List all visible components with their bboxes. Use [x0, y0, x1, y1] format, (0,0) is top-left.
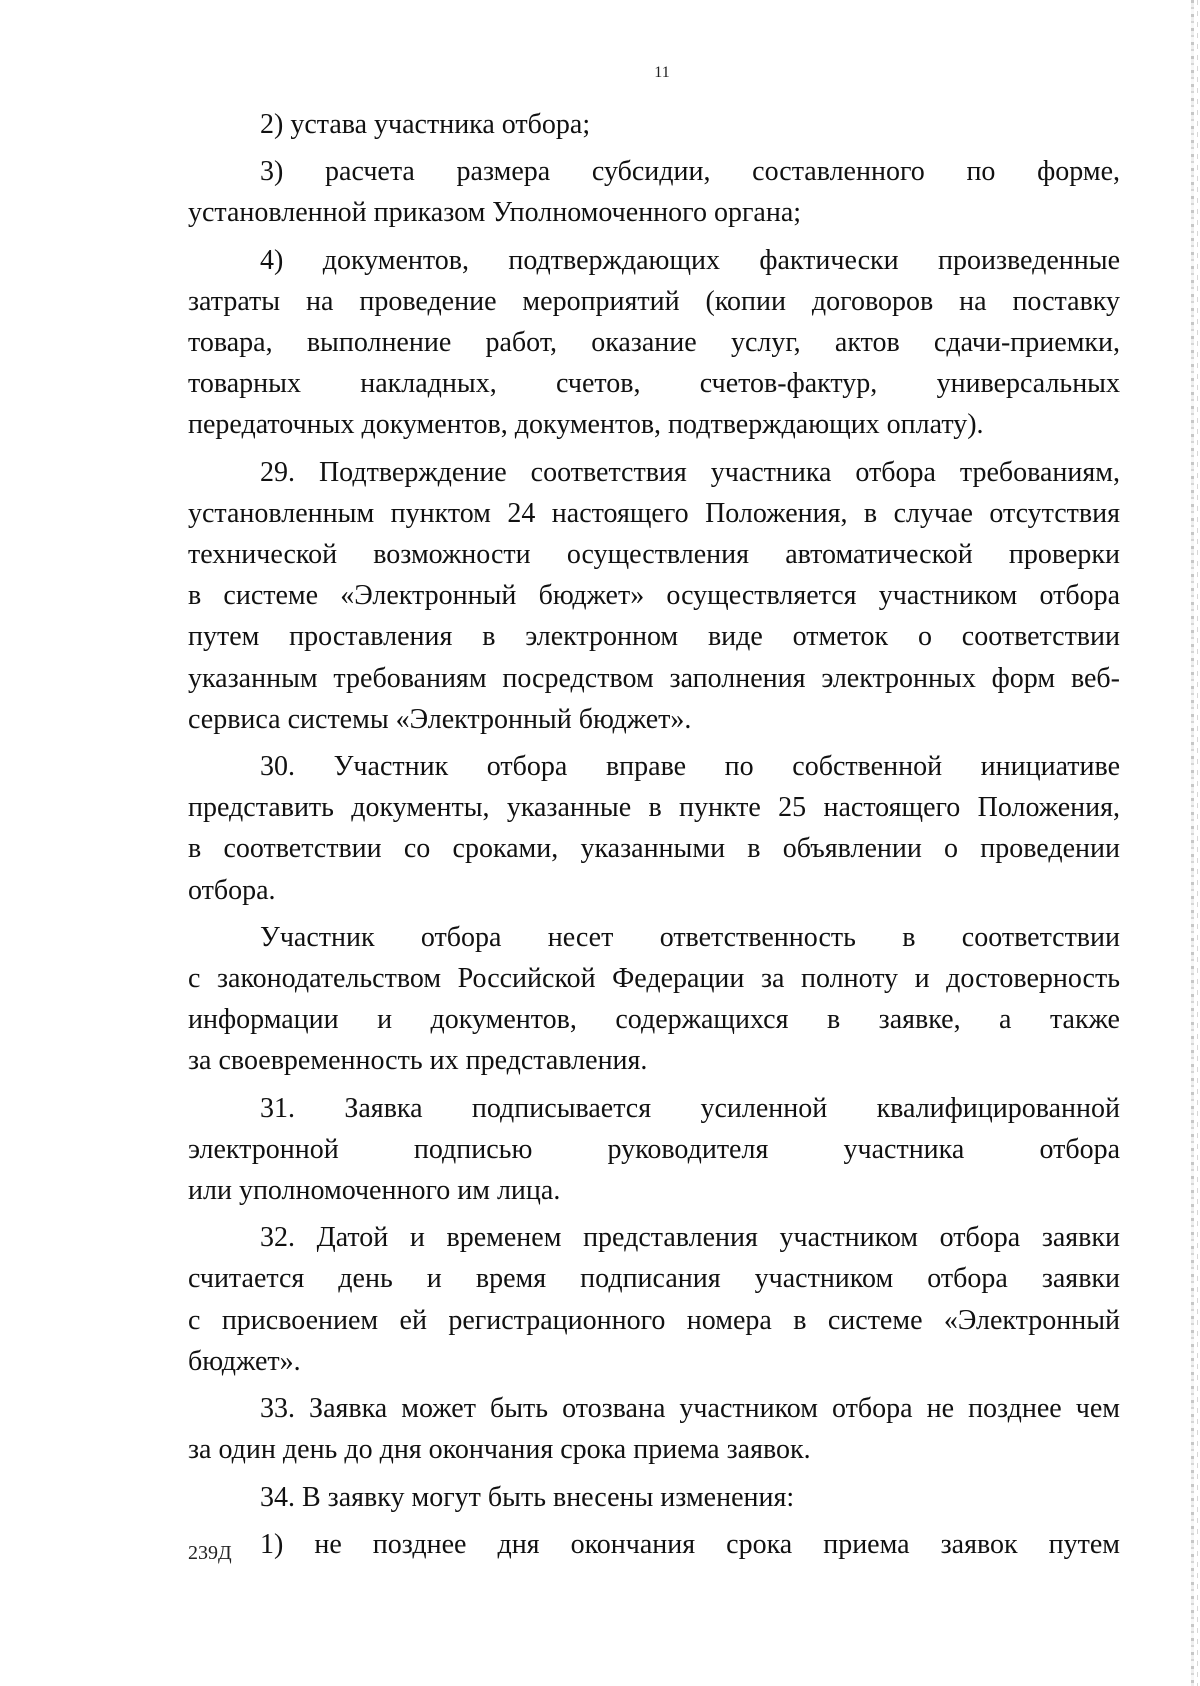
scan-edge-artifact [1197, 0, 1198, 1686]
text-line: 34. В заявку могут быть внесены изменения: [260, 1481, 795, 1513]
text-line: в системе «Электронный бюджет» осуществляется участником отбора [188, 580, 1120, 612]
text-line: бюджет». [188, 1345, 301, 1377]
paragraph-30-responsibility [188, 917, 1120, 1082]
document-code: 239Д [188, 1542, 232, 1564]
text-line: товара, выполнение работ, оказание услуг, актов сдачи-приемки, [188, 327, 1120, 359]
text-line: 29. Подтверждение соответствия участника отбора требованиям, [260, 456, 1120, 488]
text-line: передаточных документов, документов, подтверждающих оплату). [188, 409, 984, 441]
paragraph-item-4 [188, 240, 1120, 446]
text-line: сервиса системы «Электронный бюджет». [188, 703, 692, 735]
text-line: Участник отбора несет ответственность в соответствии [260, 921, 1120, 953]
document-body [188, 104, 1120, 1565]
text-line: 1) не позднее дня окончания срока приема заявок путем [260, 1528, 1120, 1560]
text-line: 4) документов, подтверждающих фактически произведенные [260, 244, 1120, 276]
text-line: 30. Участник отбора вправе по собственной инициативе [260, 751, 1120, 783]
paragraph-33 [188, 1388, 1120, 1470]
text-line: установленной приказом Уполномоченного органа; [188, 197, 802, 229]
text-line: с присвоением ей регистрационного номера в системе «Электронный [188, 1304, 1120, 1336]
text-line: в соответствии со сроками, указанными в объявлении о проведении [188, 833, 1120, 865]
page-number: 11 [654, 64, 670, 81]
text-line: или уполномоченного им лица. [188, 1175, 561, 1207]
paragraph-item-3 [188, 151, 1120, 233]
text-line: путем проставления в электронном виде отметок о соответствии [188, 621, 1120, 653]
paragraph-34-item-1 [188, 1524, 1120, 1565]
paragraph-30 [188, 746, 1120, 911]
text-line: 33. Заявка может быть отозвана участником отбора не позднее чем [260, 1393, 1120, 1425]
text-line: представить документы, указанные в пункте 25 настоящего Положения, [188, 792, 1120, 824]
text-line: считается день и время подписания участником отбора заявки [188, 1263, 1120, 1295]
text-line: электронной подписью руководителя участника отбора [188, 1133, 1120, 1165]
text-line: затраты на проведение мероприятий (копии договоров на поставку [188, 285, 1120, 317]
text-line: отбора. [188, 874, 276, 906]
text-line: товарных накладных, счетов, счетов-фактур, универсальных [188, 368, 1120, 400]
text-line: за своевременность их представления. [188, 1045, 648, 1077]
text-line: 3) расчета размера субсидии, составленного по форме, [260, 156, 1120, 188]
paragraph-item-2 [188, 104, 1120, 145]
text-line: за один день до дня окончания срока приема заявок. [188, 1434, 811, 1466]
text-line: 31. Заявка подписывается усиленной квалифицированной [260, 1092, 1120, 1124]
text-line: с законодательством Российской Федерации за полноту и достоверность [188, 963, 1120, 995]
text-line: 2) устава участника отбора; [260, 109, 591, 140]
scan-edge-artifact [1191, 0, 1194, 1686]
text-line: установленным пунктом 24 настоящего Положения, в случае отсутствия [188, 497, 1120, 529]
paragraph-29 [188, 452, 1120, 740]
text-line: технической возможности осуществления автоматической проверки [188, 539, 1120, 571]
text-line: 32. Датой и временем представления участником отбора заявки [260, 1222, 1120, 1254]
paragraph-32 [188, 1217, 1120, 1382]
paragraph-31 [188, 1088, 1120, 1212]
text-line: информации и документов, содержащихся в заявке, а также [188, 1004, 1120, 1036]
paragraph-34 [188, 1477, 1120, 1518]
text-line: указанным требованиям посредством заполнения электронных форм веб- [188, 662, 1120, 694]
